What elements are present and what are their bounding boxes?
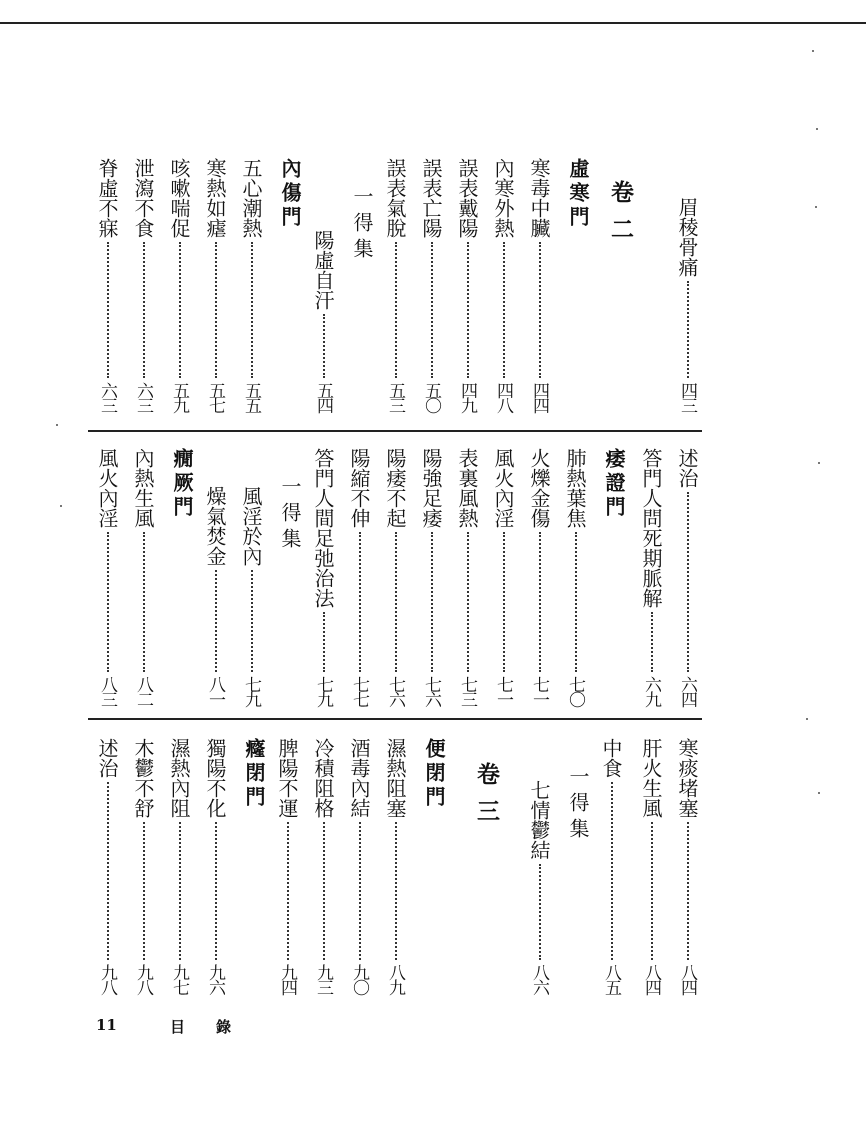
toc-entry-title: 寒熱如瘧 xyxy=(203,158,227,238)
toc-entry-title: 咳嗽喘促 xyxy=(167,158,191,238)
dot-leader xyxy=(215,822,217,960)
dot-leader xyxy=(179,822,181,960)
toc-entry-title: 表裏風熱 xyxy=(455,448,479,528)
page-number: 八二 xyxy=(133,676,153,706)
toc-entry xyxy=(240,158,262,412)
page-number: 四九 xyxy=(457,382,477,412)
toc-entry xyxy=(456,158,478,412)
page-number: 八一 xyxy=(205,676,225,706)
toc-entry-title: 燥氣焚金 xyxy=(203,486,227,566)
dot-leader xyxy=(359,532,361,672)
collection-heading: 一得集 xyxy=(566,766,590,844)
toc-entry xyxy=(384,158,406,412)
toc-entry xyxy=(528,780,550,994)
section-heading: 便閉門 xyxy=(422,738,446,810)
toc-entry xyxy=(420,448,442,706)
toc-entry-title: 風淫於內 xyxy=(239,486,263,566)
page-number: 七九 xyxy=(313,676,333,706)
page-number: 七一 xyxy=(493,676,513,706)
scan-speck xyxy=(815,206,817,208)
page-number: 六四 xyxy=(677,676,697,706)
page-number: 四八 xyxy=(493,382,513,412)
dot-leader xyxy=(179,242,181,378)
toc-entry-title: 述治 xyxy=(675,448,699,488)
section-heading: 癇厥門 xyxy=(170,448,194,520)
toc-entry-title: 陽痿不起 xyxy=(383,448,407,528)
page-number: 九七 xyxy=(169,964,189,994)
dot-leader xyxy=(687,281,689,378)
scan-speck xyxy=(816,128,818,130)
dot-leader xyxy=(539,532,541,672)
dot-leader xyxy=(107,782,109,960)
collection-heading: 一得集 xyxy=(350,186,374,264)
toc-entry xyxy=(132,158,154,412)
toc-entry-title: 火爍金傷 xyxy=(527,448,551,528)
dot-leader xyxy=(503,242,505,378)
toc-entry-title: 述治 xyxy=(95,738,119,778)
dot-leader xyxy=(503,532,505,672)
dot-leader xyxy=(251,242,253,378)
page-number: 九八 xyxy=(97,964,117,994)
toc-entry-title: 誤表亡陽 xyxy=(419,158,443,238)
dot-leader xyxy=(395,242,397,378)
toc-entry xyxy=(312,738,334,994)
toc-entry xyxy=(204,738,226,994)
toc-entry-title: 眉稜骨痛 xyxy=(675,197,699,277)
toc-entry-title: 濕熱內阻 xyxy=(167,738,191,818)
page-number: 七七 xyxy=(349,676,369,706)
footer-title-char-1: 目 xyxy=(170,1018,186,1036)
page-number: 五四 xyxy=(313,382,333,412)
toc-entry xyxy=(96,738,118,994)
dot-leader xyxy=(395,822,397,960)
page-number: 九〇 xyxy=(349,964,369,994)
page-number: 九八 xyxy=(133,964,153,994)
toc-entry xyxy=(384,738,406,994)
dot-leader xyxy=(107,242,109,378)
toc-entry xyxy=(348,738,370,994)
toc-entry xyxy=(312,230,334,412)
footer-title-char-2: 錄 xyxy=(216,1018,232,1036)
dot-leader xyxy=(323,822,325,960)
page-number: 八四 xyxy=(677,964,697,994)
toc-entry xyxy=(564,448,586,706)
toc-entry-title: 寒痰堵塞 xyxy=(675,738,699,818)
toc-entry-title: 泄瀉不食 xyxy=(131,158,155,238)
toc-entry xyxy=(276,738,298,994)
dot-leader xyxy=(143,822,145,960)
toc-entry xyxy=(676,738,698,994)
toc-entry-title: 木鬱不舒 xyxy=(131,738,155,818)
dot-leader xyxy=(467,242,469,378)
toc-entry xyxy=(96,158,118,412)
page-number: 六九 xyxy=(641,676,661,706)
page-number: 六三 xyxy=(133,382,153,412)
dot-leader xyxy=(215,570,217,672)
dot-leader xyxy=(539,242,541,378)
section-heading: 內傷門 xyxy=(278,158,302,230)
toc-entry-title: 脾陽不運 xyxy=(275,738,299,818)
toc-entry-title: 誤表氣脫 xyxy=(383,158,407,238)
scan-speck xyxy=(806,718,808,720)
dot-leader xyxy=(687,822,689,960)
toc-entry xyxy=(492,158,514,412)
scan-speck xyxy=(818,462,820,464)
toc-entry-title: 肝火生風 xyxy=(639,738,663,818)
page-number: 七六 xyxy=(385,676,405,706)
toc-entry xyxy=(600,738,622,994)
toc-entry xyxy=(132,448,154,706)
page-number: 七一 xyxy=(529,676,549,706)
toc-entry-title: 陽強足痿 xyxy=(419,448,443,528)
page-number: 五〇 xyxy=(421,382,441,412)
toc-entry xyxy=(640,738,662,994)
footer-page-number: 11 xyxy=(96,1016,117,1034)
section-heading: 癃閉門 xyxy=(242,738,266,810)
dot-leader xyxy=(467,532,469,672)
toc-entry xyxy=(132,738,154,994)
dot-leader xyxy=(251,570,253,672)
toc-entry-title: 寒毒中臟 xyxy=(527,158,551,238)
toc-entry-title: 肺熱葉焦 xyxy=(563,448,587,528)
page-number: 九三 xyxy=(313,964,333,994)
dot-leader xyxy=(107,532,109,672)
toc-entry-title: 冷積阻格 xyxy=(311,738,335,818)
section-divider xyxy=(88,430,702,432)
dot-leader xyxy=(359,822,361,960)
toc-entry-title: 內熱生風 xyxy=(131,448,155,528)
volume-heading: 卷三 xyxy=(473,762,500,836)
dot-leader xyxy=(143,532,145,672)
dot-leader xyxy=(575,532,577,672)
page-number: 四四 xyxy=(529,382,549,412)
toc-entry xyxy=(528,158,550,412)
toc-entry-title: 獨陽不化 xyxy=(203,738,227,818)
dot-leader xyxy=(539,864,541,960)
page-number: 七六 xyxy=(421,676,441,706)
page-number: 九六 xyxy=(205,964,225,994)
toc-entry xyxy=(384,448,406,706)
page-number: 七〇 xyxy=(565,676,585,706)
page-number: 九四 xyxy=(277,964,297,994)
toc-entry xyxy=(204,158,226,412)
dot-leader xyxy=(287,822,289,960)
top-rule xyxy=(0,22,866,24)
toc-entry-title: 陽虛自汗 xyxy=(311,230,335,310)
toc-entry-title: 誤表戴陽 xyxy=(455,158,479,238)
page-number: 六三 xyxy=(97,382,117,412)
page-number: 五五 xyxy=(241,382,261,412)
page-number: 八五 xyxy=(601,964,621,994)
toc-entry xyxy=(96,448,118,706)
page-number: 五七 xyxy=(205,382,225,412)
toc-entry-title: 五心潮熱 xyxy=(239,158,263,238)
section-divider xyxy=(88,718,702,720)
dot-leader xyxy=(431,242,433,378)
toc-entry xyxy=(348,448,370,706)
dot-leader xyxy=(323,612,325,672)
toc-entry xyxy=(204,486,226,706)
toc-entry xyxy=(640,448,662,706)
page-number: 四三 xyxy=(677,382,697,412)
dot-leader xyxy=(215,242,217,378)
page-number: 七三 xyxy=(457,676,477,706)
toc-entry xyxy=(168,158,190,412)
toc-entry-title: 答門人問死期脈解 xyxy=(639,448,663,608)
toc-entry xyxy=(528,448,550,706)
page-number: 五三 xyxy=(385,382,405,412)
page-number: 八三 xyxy=(97,676,117,706)
toc-entry-title: 內寒外熱 xyxy=(491,158,515,238)
toc-entry-title: 中食 xyxy=(599,738,623,778)
toc-entry-title: 風火內淫 xyxy=(491,448,515,528)
page-number: 八六 xyxy=(529,964,549,994)
section-heading: 痿證門 xyxy=(602,448,626,520)
page-number: 五九 xyxy=(169,382,189,412)
section-heading: 虛寒門 xyxy=(566,158,590,230)
page-number: 八四 xyxy=(641,964,661,994)
toc-entry xyxy=(168,738,190,994)
toc-entry xyxy=(456,448,478,706)
dot-leader xyxy=(687,492,689,672)
toc-entry-title: 脊虛不寐 xyxy=(95,158,119,238)
dot-leader xyxy=(651,612,653,672)
dot-leader xyxy=(323,314,325,378)
dot-leader xyxy=(395,532,397,672)
page-number: 八九 xyxy=(385,964,405,994)
toc-entry-title: 風火內淫 xyxy=(95,448,119,528)
dot-leader xyxy=(143,242,145,378)
toc-entry xyxy=(240,486,262,706)
scan-speck xyxy=(56,424,58,426)
dot-leader xyxy=(651,822,653,960)
toc-entry xyxy=(492,448,514,706)
toc-entry xyxy=(676,197,698,412)
toc-entry xyxy=(676,448,698,706)
page-number: 七九 xyxy=(241,676,261,706)
scan-speck xyxy=(818,792,820,794)
toc-entry-title: 酒毒內結 xyxy=(347,738,371,818)
toc-entry-title: 陽縮不伸 xyxy=(347,448,371,528)
scan-speck xyxy=(812,50,814,52)
collection-heading: 一得集 xyxy=(278,476,302,554)
toc-entry xyxy=(420,158,442,412)
dot-leader xyxy=(431,532,433,672)
toc-entry-title: 七情鬱結 xyxy=(527,780,551,860)
toc-entry-title: 答門人間足弛治法 xyxy=(311,448,335,608)
volume-heading: 卷二 xyxy=(607,180,634,254)
scan-speck xyxy=(60,505,62,507)
toc-entry xyxy=(312,448,334,706)
dot-leader xyxy=(611,782,613,960)
toc-entry-title: 濕熱阻塞 xyxy=(383,738,407,818)
